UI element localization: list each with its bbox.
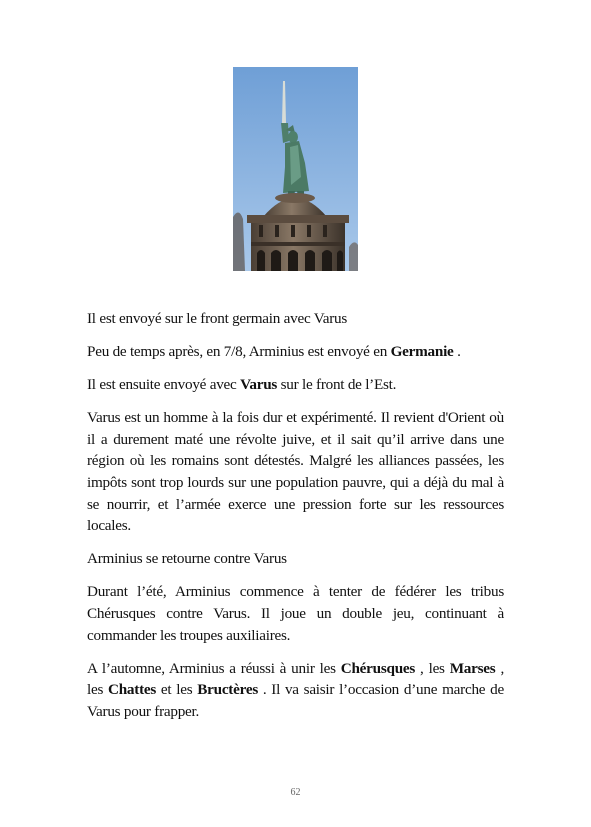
paragraph-2 (87, 341, 504, 363)
bold-term: Bructères (197, 681, 258, 699)
paragraph-7 (87, 658, 504, 723)
paragraph-section-heading-1: Il est envoyé sur le front germain avec Varus (87, 310, 348, 327)
bold-term: Germanie (390, 343, 454, 361)
text-run: , les (87, 659, 504, 699)
paragraph-3 (87, 374, 504, 396)
text-run: , les (415, 659, 450, 677)
paragraph-6: Durant l’été, Arminius commence à tenter de fédérer les tribus Chérusques contre Varus. Il joue un double jeu, continuant à commander les troupes auxiliaires. (87, 583, 504, 644)
page-body (87, 308, 504, 734)
text-run: sur le front de l’Est. (277, 376, 397, 394)
page-number: 62 (290, 787, 301, 798)
text-run: Peu de temps après, en 7/8, Arminius est envoyé en (87, 343, 391, 361)
hermann-monument-photo (233, 67, 358, 271)
paragraph-section-heading-2: Arminius se retourne contre Varus (87, 550, 287, 568)
text-run: . (453, 343, 461, 361)
bold-term: Marses (449, 659, 496, 677)
text-run: . Il va saisir l’occasion d’une marche de Varus pour frapper. (87, 681, 504, 720)
text-run: et les (156, 681, 198, 699)
bold-term: Varus (240, 376, 278, 394)
text-run: Il est ensuite envoyé avec (87, 376, 241, 394)
text-run: A l’automne, Arminius a réussi à unir les (87, 659, 341, 677)
bold-term: Chérusques (340, 659, 416, 677)
paragraph-4: Varus est un homme à la fois dur et expérimenté. Il revient d'Orient où il a durement maté une révolte juive, et il sait qu’il arrive dans une région où les romains sont détestés. Malgré les alliances passées, les impôts sont trop lourds sur une population pauvre, qui a déjà du mal à se nourrir, et l’armée exerce une pression forte sur les ressources locales. (87, 409, 504, 535)
bold-term: Chattes (108, 681, 157, 699)
